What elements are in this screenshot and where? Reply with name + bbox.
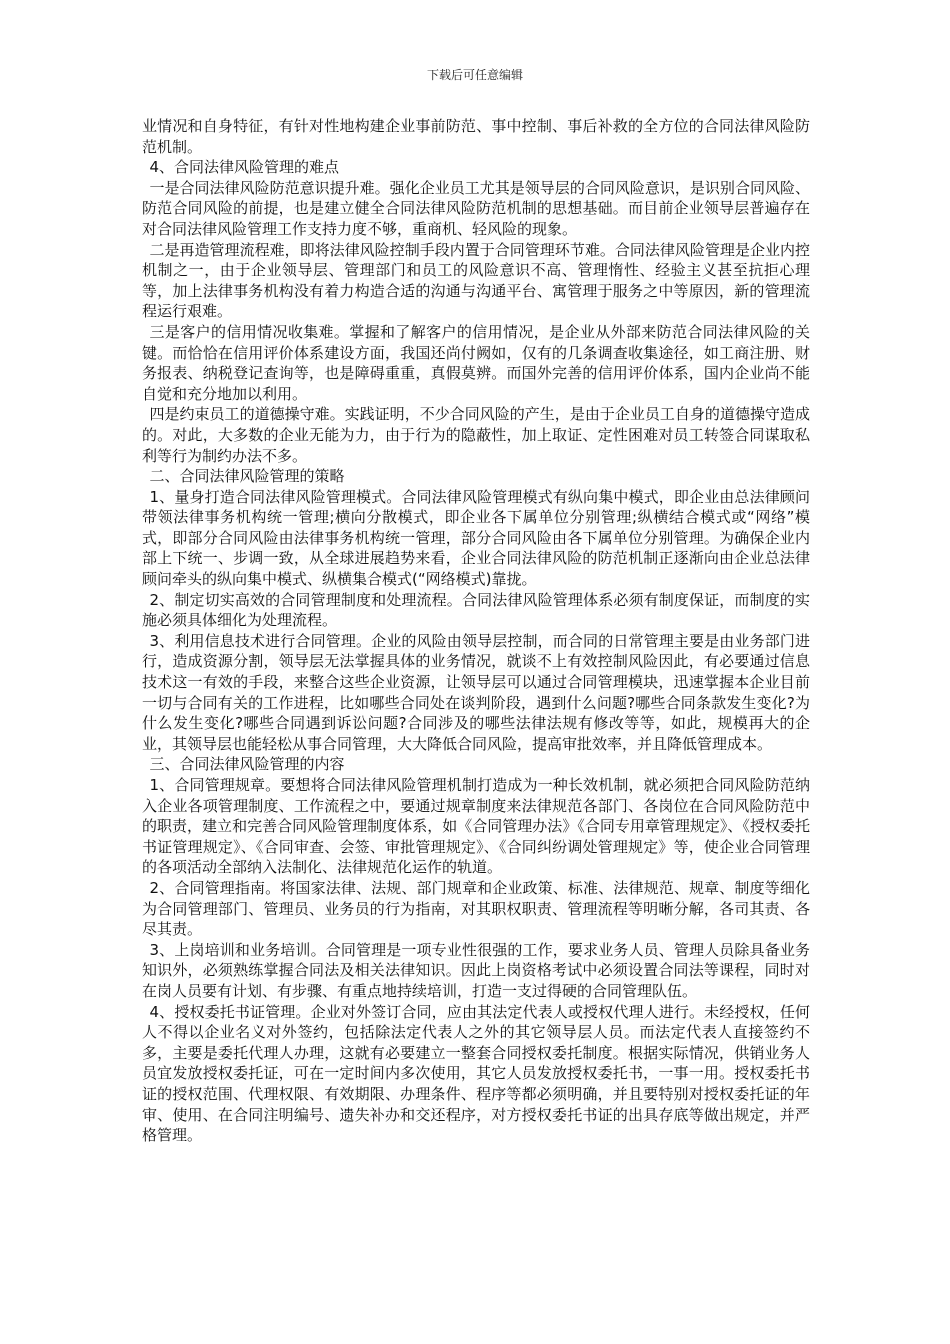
paragraph: 三是客户的信用情况收集难。掌握和了解客户的信用情况，是企业从外部来防范合同法律风险的关键。而恰恰在信用评价体系建设方面，我国还尚付阙如，仅有的几条调查收集途径，如工商注册、财务报表、纳税登记查询等，也是障碍重重，真假莫辨。而国外完善的信用评价体系，国内企业尚不能自觉和充分地加以利用。 [142,322,810,403]
paragraph: 二是再造管理流程难，即将法律风险控制手段内置于合同管理环节难。合同法律风险管理是企业内控机制之一，由于企业领导层、管理部门和员工的风险意识不高、管理惰性、经验主义甚至抗拒心理等，加上法律事务机构没有着力构造合适的沟通与沟通平台、寓管理于服务之中等原因，新的管理流程运行艰难。 [142,240,810,321]
paragraph: 3、上岗培训和业务培训。合同管理是一项专业性很强的工作，要求业务人员、管理人员除具备业务知识外，必须熟练掌握合同法及相关法律知识。因此上岗资格考试中必须设置合同法等课程，同时对在岗人员要有计划、有步骤、有重点地持续培训，打造一支过得硬的合同管理队伍。 [142,940,810,1000]
paragraph: 3、利用信息技术进行合同管理。企业的风险由领导层控制，而合同的日常管理主要是由业务部门进行，造成资源分割，领导层无法掌握具体的业务情况，就谈不上有效控制风险因此，有必要通过信息技术这一有效的手段，来整合这些企业资源，让领导层可以通过合同管理模块，迅速掌握本企业目前一切与合同有关的工作进程，比如哪些合同处在谈判阶段，遇到什么问题?哪些合同条款发生变化?为什么发生变化?哪些合同遇到诉讼问题?合同涉及的哪些法律法规有修改等等，如此，规模再大的企业，其领导层也能轻松从事合同管理，大大降低合同风险，提高审批效率，并且降低管理成本。 [142,631,810,753]
paragraph: 四是约束员工的道德操守难。实践证明，不少合同风险的产生，是由于企业员工自身的道德操守造成的。对此，大多数的企业无能为力，由于行为的隐蔽性，加上取证、定性困难对员工转签合同谋取私利等行为制约办法不多。 [142,405,810,465]
paragraph: 4、授权委托书证管理。企业对外签订合同，应由其法定代表人或授权代理人进行。未经授权，任何人不得以企业名义对外签约，包括除法定代表人之外的其它领导层人员。而法定代表人直接签约不多，主要是委托代理人办理，这就有必要建立一整套合同授权委托制度。根据实际情况，供销业务人员宜发放授权委托证，可在一定时间内多次使用，其它人员发放授权委托书，一事一用。授权委托书证的授权范围、代理权限、有效期限、办理条件、程序等都必须明确，并且要特别对授权委托证的年审、使用、在合同注明编号、遗失补办和交还程序，对方授权委托书证的出具存底等做出规定，并严格管理。 [142,1002,810,1145]
document-body [142,116,810,1146]
section-heading: 二、合同法律风险管理的策略 [149,467,345,486]
paragraph: 业情况和自身特征，有针对性地构建企业事前防范、事中控制、事后补救的全方位的合同法律风险防范机制。 [142,117,810,156]
section-heading: 4、合同法律风险管理的难点 [149,158,340,177]
paragraph: 2、制定切实高效的合同管理制度和处理流程。合同法律风险管理体系必须有制度保证，而制度的实施必须具体细化为处理流程。 [142,590,810,630]
page-header: 下载后可任意编辑 [426,68,523,82]
paragraph: 2、合同管理指南。将国家法律、法规、部门规章和企业政策、标准、法律规范、规章、制度等细化为合同管理部门、管理员、业务员的行为指南，对其职权职责、管理流程等明晰分解，各司其责、各尽其责。 [142,878,810,939]
paragraph: 1、量身打造合同法律风险管理模式。合同法律风险管理模式有纵向集中模式，即企业由总法律顾问带领法律事务机构统一管理;横向分散模式，即企业各下属单位分别管理;纵横结合模式或“网络”模式，即部分合同风险由法律事务机构统一管理，部分合同风险由各下属单位分别管理。为确保企业内部上下统一、步调一致，从全球进展趋势来看，企业合同法律风险的防范机制正逐渐向由企业总法律顾问牵头的纵向集中模式、纵横集合模式(“网络模式)靠拢。 [142,487,810,589]
section-heading: 三、合同法律风险管理的内容 [149,755,345,774]
paragraph: 1、合同管理规章。要想将合同法律风险管理机制打造成为一种长效机制，就必须把合同风险防范纳入企业各项管理制度、工作流程之中，要通过规章制度来法律规范各部门、各岗位在合同风险防范中的职责，建立和完善合同风险管理制度体系，如《合同管理办法》《合同专用章管理规定》、《授权委托书证管理规定》、《合同审查、会签、审批管理规定》、《合同纠纷调处管理规定》等，使企业合同管理的各项活动全部纳入法制化、法律规范化运作的轨道。 [142,776,810,877]
paragraph: 一是合同法律风险防范意识提升难。强化企业员工尤其是领导层的合同风险意识，是识别合同风险、防范合同风险的前提，也是建立健全合同法律风险防范机制的思想基础。而目前企业领导层普遍存在对合同法律风险管理工作支持力度不够，重商机、轻风险的现象。 [142,178,810,238]
